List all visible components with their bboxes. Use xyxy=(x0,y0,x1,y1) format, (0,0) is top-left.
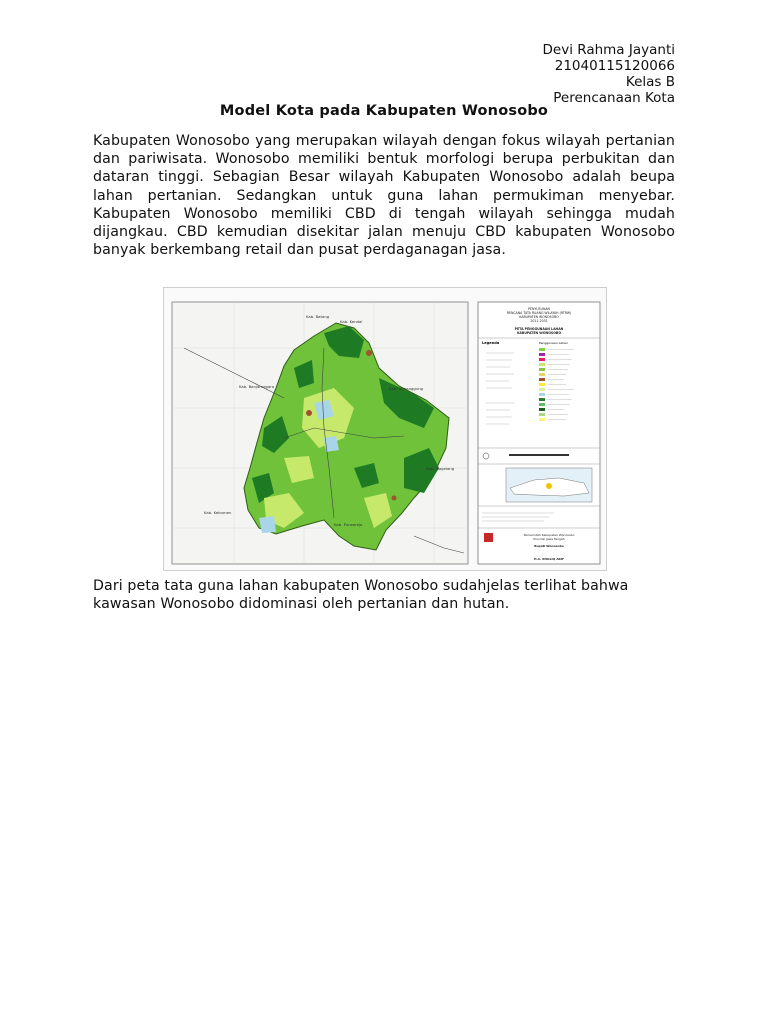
label-magelang: Kab. Magelang xyxy=(426,466,455,471)
label-batang: Kab. Batang xyxy=(306,314,330,319)
label-purworejo: Kab. Purworejo xyxy=(334,522,363,527)
document-title: Model Kota pada Kabupaten Wonosobo xyxy=(219,103,549,119)
signer-name: H.A. KHOLIQ ARIF xyxy=(533,557,565,561)
author-name: Devi Rahma Jayanti xyxy=(542,42,675,58)
student-id: 21040115120066 xyxy=(554,58,675,74)
gov-line-2: Provinsi Jawa Tengah xyxy=(533,537,565,541)
map-title-2: KABUPATEN WONOSOBO xyxy=(516,331,562,335)
class-label: Kelas B xyxy=(625,74,675,90)
inset-highlight xyxy=(546,483,552,489)
regency-logo-icon xyxy=(484,533,493,542)
land-use-map xyxy=(163,287,607,571)
panel-title-4: 2011-2031 xyxy=(530,319,548,323)
label-kebumen: Kab. Kebumen xyxy=(204,510,232,515)
gov-line-1: Pemerintah Kabupaten Wonosobo xyxy=(523,533,575,537)
paragraph-intro: Kabupaten Wonosobo yang merupakan wilayah dengan fokus wilayah pertanian dan pariwisata. Wonosobo memiliki bentuk morfologi berupa perbukitan dan dataran tinggi. Sebagian Besar wilayah Kabupaten Wonosobo adalah beupa lahan pertanian. Sedangkan untuk guna lahan permukiman menyebar. Kabupaten Wonosobo memiliki CBD di tengah wilayah sehingga mudah dijangkau. CBD kemudian disekitar jalan menuju CBD kabupaten Wonosobo banyak berkembang retail dan pusat perdaganagan jasa. xyxy=(93,133,675,259)
author-block xyxy=(543,42,675,106)
scale-bar xyxy=(509,454,569,456)
label-banjarnegara: Kab. Banjarnegara xyxy=(239,384,275,389)
landuse-heading: Penggunaan Lahan xyxy=(539,341,568,345)
label-kendal: Kab. Kendal xyxy=(340,319,363,324)
bupati-label: Bupati Wonosobo xyxy=(534,544,564,548)
panel-title-2: RENCANA TATA RUANG WILAYAH (RTRW) xyxy=(506,311,572,315)
map-title-1: PETA PENGGUNAAN LAHAN xyxy=(514,327,564,331)
label-temanggung: Kab. Temanggung xyxy=(389,386,424,391)
paragraph-conclusion: Dari peta tata guna lahan kabupaten Wonosobo sudahjelas terlihat bahwa kawasan Wonosobo didominasi oleh pertanian dan hutan. xyxy=(93,578,629,613)
panel-title-1: PENYUSUNAN xyxy=(528,307,550,311)
panel-title-3: KABUPATEN WONOSOBO xyxy=(519,315,559,319)
legend-heading: Legenda xyxy=(482,341,500,345)
legend-swatches xyxy=(539,348,545,421)
course-label: Perencanaan Kota xyxy=(553,90,675,106)
